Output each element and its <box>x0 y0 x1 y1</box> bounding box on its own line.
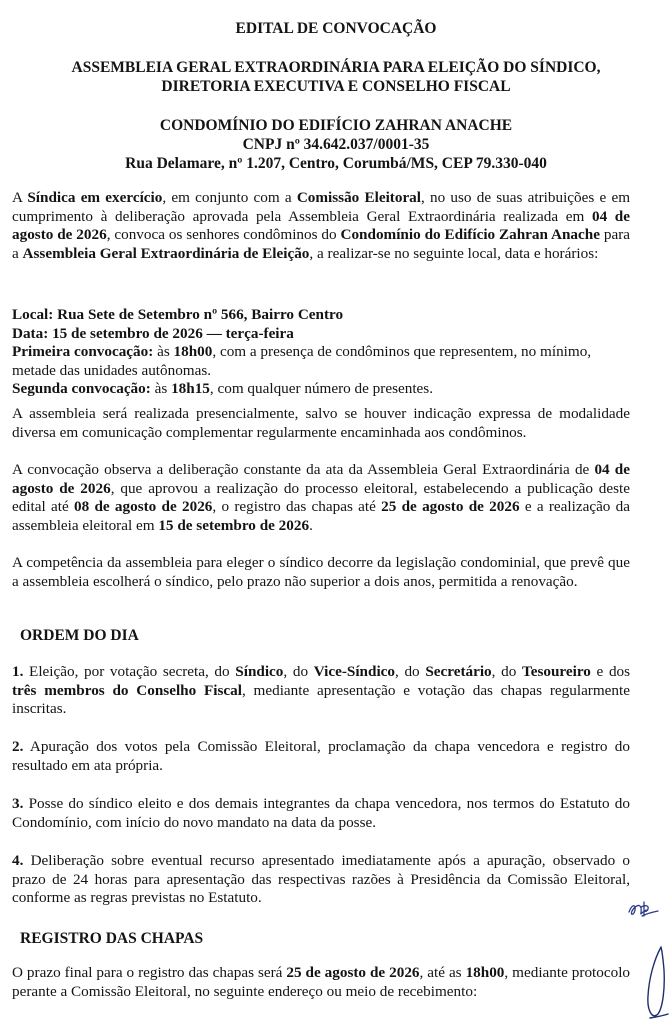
first-call-text: às <box>153 343 174 361</box>
conv-text: e a realização da assembleia eleitoral em <box>12 498 631 534</box>
intro-text: , em conjunto com a <box>162 189 297 206</box>
agenda-text: , do <box>491 663 522 680</box>
agenda-text: Posse do síndico eleito e dos demais integrantes da chapa vencedora, nos termos do Estatuto do Condomínio, com início do novo mandato na data da posse. <box>12 795 630 831</box>
registration-heading: REGISTRO DAS CHAPAS <box>20 930 204 947</box>
meeting-location: Local: Rua Sete de Setembro nº 566, Bairro Centro <box>12 306 344 323</box>
condominium-header <box>0 116 672 173</box>
agenda-item-2 <box>12 738 630 775</box>
meeting-date: Data: 15 de setembro de 2026 — terça-feira <box>12 324 294 342</box>
intro-text: A <box>12 189 28 206</box>
intro-bold: Síndica em exercício <box>27 189 163 206</box>
agenda-text: Apuração dos votos pela Comissão Eleitoral, proclamação da chapa vencedora e registro do resultado em ata própria. <box>12 738 630 774</box>
agenda-text: Eleição, por votação secreta, do <box>23 663 236 680</box>
condominium-name: CONDOMÍNIO DO EDIFÍCIO ZAHRAN ANACHE <box>159 117 513 134</box>
intro-bold: Condomínio do Edifício Zahran Anache <box>340 226 600 244</box>
agenda-item-3 <box>12 795 630 832</box>
agenda-item-number: 1. <box>12 663 24 680</box>
convocation-paragraph <box>12 461 630 535</box>
conv-bold: 25 de agosto de 2026 <box>381 498 520 516</box>
first-call <box>12 343 630 380</box>
document-title: EDITAL DE CONVOCAÇÃO <box>235 20 437 37</box>
registration-text: , mediante protocolo perante a Comissão Eleitoral, no seguinte endereço ou meio de recebimento: <box>12 964 631 1000</box>
conv-text: A convocação observa a deliberação constante da ata da Assembleia Geral Extraordinária de <box>12 461 595 478</box>
second-call-text: , com qualquer número de presentes. <box>209 380 433 398</box>
agenda-text: , mediante apresentação e votação das chapas regularmente inscritas. <box>12 681 630 718</box>
agenda-bold: Secretário <box>425 663 492 680</box>
first-call-time: 18h00 <box>173 343 213 361</box>
intro-text: , no uso de suas atribuições e em cumprimento à deliberação aprovada pela Assembleia Geral Extraordinária realizada em <box>12 189 631 225</box>
agenda-bold: Síndico <box>235 663 284 680</box>
conv-text: , que aprovou a realização do processo eleitoral, estabelecendo a publicação deste edital até <box>12 479 631 516</box>
first-call-text: , com a presença de condôminos que representem, no mínimo, metade das unidades autônomas. <box>12 343 592 379</box>
handwritten-signature-icon <box>644 944 670 1022</box>
second-call-time: 18h15 <box>171 380 210 398</box>
intro-text: , convoca os senhores condôminos do <box>106 226 341 244</box>
second-call-label: Segunda convocação: <box>12 380 151 398</box>
agenda-heading: ORDEM DO DIA <box>20 627 139 644</box>
intro-text: , a realizar-se no seguinte local, data e horários: <box>309 244 599 262</box>
intro-bold: Assembleia Geral Extraordinária de Eleição <box>22 244 310 262</box>
intro-text: para a <box>12 226 630 262</box>
agenda-text: Deliberação sobre eventual recurso apresentado imediatamente após a apuração, observado o prazo de 24 horas para apresentação das respectivas razões à Presidência da Comissão Eleitoral, conforme as regras previstas no Estatuto. <box>12 852 630 907</box>
competence-paragraph: A competência da assembleia para eleger o síndico decorre da legislação condominial, que prevê que a assembleia escolherá o síndico, pelo prazo não superior a dois anos, permitida a renovação. <box>12 554 630 590</box>
second-call <box>12 380 630 399</box>
first-call-label: Primeira convocação: <box>12 343 154 361</box>
agenda-item-number: 2. <box>12 738 24 755</box>
registration-bold: 25 de agosto de 2026 <box>286 964 420 981</box>
agenda-bold: três membros do Conselho Fiscal <box>12 681 242 699</box>
second-call-text: às <box>150 380 172 398</box>
registration-paragraph <box>12 964 630 1001</box>
registration-text: , até as <box>419 964 466 981</box>
agenda-item-1 <box>12 663 630 719</box>
meeting-details <box>12 306 630 399</box>
conv-bold: 15 de setembro de 2026 <box>158 516 310 534</box>
condominium-cnpj: CNPJ nº 34.642.037/0001-35 <box>242 136 430 153</box>
subtitle-line-1: ASSEMBLEIA GERAL EXTRAORDINÁRIA PARA ELEIÇÃO DO SÍNDICO, <box>71 59 601 76</box>
conv-bold: 04 de agosto de 2026 <box>12 461 630 497</box>
condominium-address: Rua Delamare, nº 1.207, Centro, Corumbá/MS, CEP 79.330-040 <box>125 155 547 172</box>
conv-text: , o registro das chapas até <box>212 498 382 516</box>
agenda-item-4 <box>12 852 630 908</box>
agenda-item-number: 4. <box>12 852 24 869</box>
registration-text: O prazo final para o registro das chapas será <box>12 964 287 981</box>
conv-bold: 08 de agosto de 2026 <box>74 498 213 516</box>
registration-bold: 18h00 <box>465 964 505 981</box>
agenda-text: , do <box>283 663 314 680</box>
document-subtitle <box>0 58 672 96</box>
agenda-text: e dos <box>590 663 631 680</box>
intro-paragraph <box>12 189 630 263</box>
subtitle-line-2: DIRETORIA EXECUTIVA E CONSELHO FISCAL <box>161 78 511 95</box>
agenda-bold: Vice-Síndico <box>313 663 395 680</box>
handwritten-initials-icon <box>626 898 660 920</box>
intro-bold: Comissão Eleitoral <box>296 189 421 206</box>
agenda-item-number: 3. <box>12 795 24 812</box>
presencial-paragraph: A assembleia será realizada presencialmente, salvo se houver indicação expressa de modalidade diversa em comunicação complementar regularmente encaminhada aos condôminos. <box>12 405 630 441</box>
agenda-text: , do <box>395 663 426 680</box>
intro-bold: 04 de agosto de 2026 <box>12 207 630 244</box>
conv-text: . <box>309 516 313 534</box>
agenda-bold: Tesoureiro <box>521 663 591 680</box>
